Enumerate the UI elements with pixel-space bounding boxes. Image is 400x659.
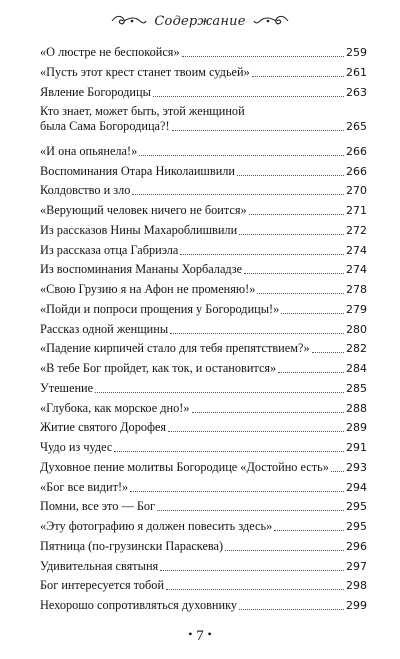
toc-entry[interactable] <box>40 559 367 574</box>
dot-leader <box>252 75 344 77</box>
entry-page: 289 <box>346 421 367 435</box>
dot-leader <box>157 509 344 511</box>
entry-page: 271 <box>346 204 367 217</box>
toc-entry[interactable] <box>40 144 367 159</box>
entry-title: Из рассказов Нины Махароблишвили <box>40 222 238 237</box>
entry-page: 266 <box>346 144 367 158</box>
entry-page: 288 <box>346 401 367 415</box>
page-header <box>0 10 400 32</box>
entry-page: 299 <box>346 599 367 612</box>
entry-page: 284 <box>346 362 367 375</box>
entry-page: 278 <box>346 283 367 296</box>
entry-title: Пятница (по-грузински Параскева) <box>40 538 224 553</box>
dot-leader <box>192 411 345 413</box>
entry-title: Колдовство и зло <box>40 183 131 198</box>
toc-entry[interactable] <box>40 401 367 416</box>
entry-title: «Глубока, как морское дно!» <box>40 400 190 415</box>
entry-title: «Пусть этот крест станет твоим судьей» <box>40 64 250 79</box>
entry-page: 282 <box>346 342 367 356</box>
toc-entry[interactable] <box>40 440 367 455</box>
dot-leader <box>114 450 344 452</box>
entry-page: 270 <box>346 184 367 198</box>
entry-page: 261 <box>346 65 367 79</box>
dot-leader <box>153 95 344 97</box>
entry-title: Из рассказа отца Габриэла <box>40 242 179 257</box>
entry-page: 297 <box>346 559 367 573</box>
toc-entry[interactable] <box>40 539 367 554</box>
entry-title: «Эту фотографию я должен повесить здесь» <box>40 519 273 533</box>
dot-leader <box>166 588 344 590</box>
dot-leader <box>139 154 344 156</box>
toc-entry[interactable] <box>40 262 367 277</box>
dot-leader <box>331 470 344 472</box>
toc-entry[interactable] <box>40 282 367 297</box>
toc-entry[interactable] <box>40 341 367 356</box>
bullet-icon: • <box>188 627 193 641</box>
entry-page: 295 <box>346 500 367 514</box>
entry-title: Явление Богородицы <box>40 84 151 99</box>
toc-entry[interactable] <box>40 183 367 198</box>
toc-entry[interactable] <box>40 65 367 80</box>
entry-title: Чудо из чудес <box>40 440 113 454</box>
toc-entry[interactable] <box>40 164 367 179</box>
dot-leader <box>172 129 344 131</box>
dot-leader <box>130 490 344 492</box>
entry-page: 295 <box>346 520 367 533</box>
toc-entry[interactable] <box>40 598 367 613</box>
entry-title: Рассказ одной женщины <box>40 321 169 336</box>
toc-entry[interactable] <box>40 223 367 238</box>
toc-entry[interactable] <box>40 243 367 258</box>
dot-leader <box>312 351 344 353</box>
entry-title: Из воспоминания Мананы Хорбаладзе <box>40 262 243 277</box>
entry-page: 272 <box>346 223 367 237</box>
entry-title: Помни, все это — Бог <box>40 499 156 514</box>
toc-entry[interactable] <box>40 519 367 534</box>
dot-leader <box>257 292 344 294</box>
toc-entry[interactable] <box>40 460 367 475</box>
bullet-icon: • <box>207 627 212 641</box>
entry-page: 274 <box>346 263 367 277</box>
entry-title: «Верующий человек ничего не боится» <box>40 203 247 217</box>
dot-leader <box>182 55 344 57</box>
entry-page: 259 <box>346 46 367 59</box>
entry-title: Житие святого Дорофея <box>40 420 167 435</box>
toc-entry[interactable] <box>40 85 367 100</box>
entry-page: 263 <box>346 85 367 99</box>
section-title: Содержание <box>154 13 246 29</box>
entry-page: 294 <box>346 480 367 494</box>
entry-title: «Падение кирпичей стало для тебя препятствием?» <box>40 341 310 356</box>
entry-page: 265 <box>346 120 367 134</box>
toc-entry[interactable] <box>40 578 367 593</box>
dot-leader <box>95 391 344 393</box>
dot-leader <box>281 312 344 314</box>
dot-leader <box>160 569 344 571</box>
toc-entry[interactable] <box>40 322 367 337</box>
entry-title: «И она опьянела!» <box>40 143 138 158</box>
entry-title: Бог интересуется тобой <box>40 578 165 593</box>
entry-page: 291 <box>346 441 367 454</box>
toc-entry[interactable] <box>40 203 367 218</box>
page-footer <box>0 627 400 645</box>
toc-entry[interactable] <box>40 420 367 435</box>
entry-title: «Свою Грузию я на Афон не променяю!» <box>40 282 256 296</box>
dot-leader <box>239 233 344 235</box>
entry-page: 274 <box>346 243 367 257</box>
entry-title: «В тебе Бог пройдет, как ток, и остановится» <box>40 361 277 375</box>
toc-entry[interactable] <box>40 381 367 396</box>
dot-leader <box>239 608 344 610</box>
toc-entry[interactable] <box>40 480 367 495</box>
dot-leader <box>180 253 344 255</box>
entry-page: 298 <box>346 579 367 593</box>
dot-leader <box>249 213 344 215</box>
dot-leader <box>170 332 344 334</box>
flourish-ornament-right-icon <box>252 14 290 28</box>
toc-entry[interactable] <box>40 104 367 134</box>
entry-page: 293 <box>346 460 367 474</box>
entry-title-line1: Кто знает, может быть, этой женщиной <box>40 104 245 119</box>
entry-title: Духовное пение молитвы Богородице «Достойно есть» <box>40 459 329 474</box>
dot-leader <box>225 549 344 551</box>
entry-title: «Пойди и попроси прощения у Богородицы!» <box>40 301 280 316</box>
toc-entry[interactable] <box>40 361 367 376</box>
entry-page: 266 <box>346 164 367 178</box>
toc-entry[interactable] <box>40 499 367 514</box>
dot-leader <box>278 371 344 373</box>
entry-page: 296 <box>346 539 367 553</box>
toc-entry[interactable] <box>40 302 367 317</box>
toc-entry[interactable] <box>40 45 367 60</box>
entry-title: Нехорошо сопротивляться духовнику <box>40 598 238 612</box>
entry-page: 280 <box>346 322 367 336</box>
entry-title: «Бог все видит!» <box>40 479 129 494</box>
entry-title: Утешение <box>40 380 94 395</box>
page-number: 7 <box>196 628 204 644</box>
dot-leader <box>168 430 344 432</box>
entry-title: «О люстре не беспокойся» <box>40 45 180 59</box>
dot-leader <box>237 174 344 176</box>
entry-page: 279 <box>346 302 367 316</box>
entry-page: 285 <box>346 381 367 395</box>
dot-leader <box>274 529 344 531</box>
dot-leader <box>132 193 344 195</box>
entry-title: Удивительная святыня <box>40 558 159 573</box>
entry-title: была Сама Богородица?! <box>40 119 170 134</box>
dot-leader <box>244 272 344 274</box>
flourish-ornament-left-icon <box>110 14 148 28</box>
entry-title: Воспоминания Отара Николаишвили <box>40 163 235 178</box>
